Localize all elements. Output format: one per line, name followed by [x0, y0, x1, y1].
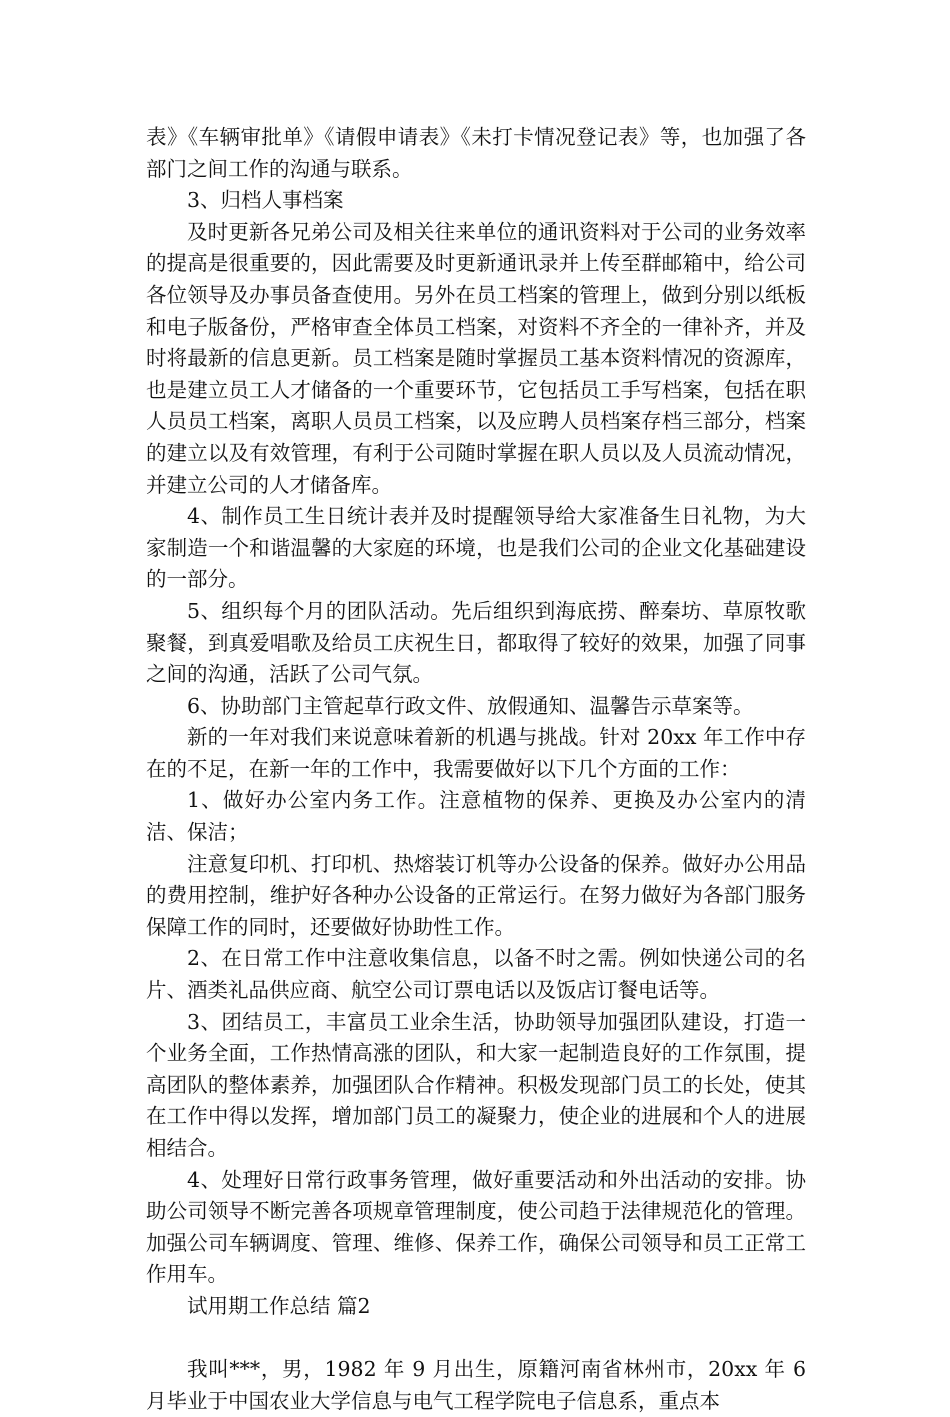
- paragraph-self-introduction: 我叫***，男，1982 年 9 月出生，原籍河南省林州市，20xx 年 6 月毕业于中国农业大学信息与电气工程学院电子信息系，重点本: [146, 1357, 806, 1413]
- paragraph-new-year-plan: 新的一年对我们来说意味着新的机遇与挑战。针对 20xx 年工作中存在的不足，在新一年的工作中，我需要做好以下几个方面的工作：: [146, 725, 806, 781]
- paragraph-forms-continuation: 表》《车辆审批单》《请假申请表》《未打卡情况登记表》等，也加强了各部门之间工作的沟通与联系。: [146, 125, 806, 181]
- paragraph-archive-details: 及时更新各兄弟公司及相关往来单位的通讯资料对于公司的业务效率的提高是很重要的，因此需要及时更新通讯录并上传至群邮箱中，给公司各位领导及办事员备查使用。另外在员工档案的管理上，做到分别以纸板和电子版备份，严格审查全体员工档案，对资料不齐全的一律补齐，并及时将最新的信息更新。员工档案是随时掌握员工基本资料情况的资源库，也是建立员工人才储备的一个重要环节，它包括员工手写档案，包括在职人员员工档案，离职人员员工档案，以及应聘人员档案存档三部分，档案的建立以及有效管理，有利于公司随时掌握在职人员以及人员流动情况，并建立公司的人才储备库。: [146, 219, 806, 497]
- section-title-part-2: 试用期工作总结 篇2: [187, 1293, 371, 1318]
- paragraph-information-collection: 2、在日常工作中注意收集信息，以备不时之需。例如快递公司的名片、酒类礼品供应商、航空公司订票电话以及饭店订餐电话等。: [146, 946, 806, 1003]
- paragraph-office-housekeeping: 1、做好办公室内务工作。注意植物的保养、更换及办公室内的清洁、保洁；: [146, 788, 806, 845]
- paragraph-team-building: 3、团结员工，丰富员工业余生活，协助领导加强团队建设，打造一个业务全面，工作热情高涨的团队，和大家一起制造良好的工作氛围，提高团队的整体素养，加强团队合作精神。积极发现部门员工的长处，使其在工作中得以发挥，增加部门员工的凝聚力，使企业的进展和个人的进展相结合。: [146, 1009, 806, 1160]
- section-heading-archive: 3、归档人事档案: [187, 188, 344, 213]
- paragraph-drafting-documents: 6、协助部门主管起草行政文件、放假通知、温馨告示草案等。: [187, 693, 754, 718]
- paragraph-birthday-stats: 4、制作员工生日统计表并及时提醒领导给大家准备生日礼物，为大家制造一个和谐温馨的大家庭的环境，也是我们公司的企业文化基础建设的一部分。: [146, 504, 806, 592]
- blank-line: [146, 1323, 806, 1355]
- paragraph-equipment-maintenance: 注意复印机、打印机、热熔装订机等办公设备的保养。做好办公用品的费用控制，维护好各种办公设备的正常运行。在努力做好为各部门服务保障工作的同时，还要做好协助性工作。: [146, 851, 806, 939]
- paragraph-team-activities: 5、组织每个月的团队活动。先后组织到海底捞、醉秦坊、草原牧歌聚餐，到真爱唱歌及给员工庆祝生日，都取得了较好的效果，加强了同事之间的沟通，活跃了公司气氛。: [146, 598, 806, 687]
- paragraph-admin-management: 4、处理好日常行政事务管理，做好重要活动和外出活动的安排。协助公司领导不断完善各项规章管理制度，使公司趋于法律规范化的管理。加强公司车辆调度、管理、维修、保养工作，确保公司领导和员工正常工作用车。: [146, 1167, 806, 1287]
- document-page: [146, 122, 806, 1417]
